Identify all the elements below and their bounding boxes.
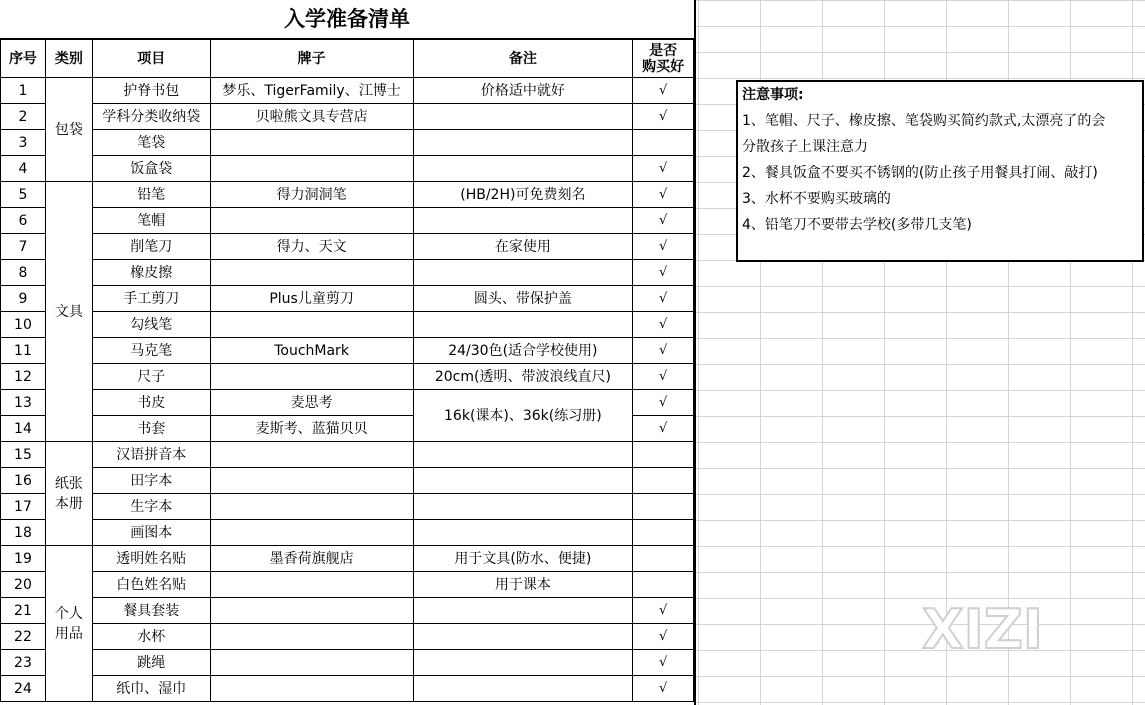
cell-bought[interactable]: √	[633, 676, 694, 702]
cell-note[interactable]	[413, 104, 633, 130]
cell-note[interactable]: 价格适中就好	[413, 78, 633, 104]
header-bought[interactable]	[633, 39, 694, 78]
cell-brand[interactable]: 麦思考	[210, 390, 413, 416]
cell-brand[interactable]: TouchMark	[210, 338, 413, 364]
cell-note[interactable]	[413, 312, 633, 338]
header-bought-line2: 购买好	[642, 58, 685, 75]
cell-item[interactable]: 餐具套装	[92, 598, 210, 624]
cell-note[interactable]: 圆头、带保护盖	[413, 286, 633, 312]
table-row	[1, 624, 694, 650]
cell-item[interactable]: 马克笔	[92, 338, 210, 364]
cell-no[interactable]: 24	[1, 676, 46, 702]
cell-bought[interactable]: √	[633, 234, 694, 260]
cell-item[interactable]: 饭盒袋	[92, 156, 210, 182]
cell-brand[interactable]	[210, 572, 413, 598]
table-row	[1, 650, 694, 676]
cell-brand[interactable]: 贝啦熊文具专营店	[210, 104, 413, 130]
cell-item[interactable]: 手工剪刀	[92, 286, 210, 312]
cell-bought[interactable]: √	[633, 156, 694, 182]
cell-no[interactable]: 10	[1, 312, 46, 338]
cell-bought[interactable]: √	[633, 286, 694, 312]
table-row	[1, 364, 694, 390]
category-paper[interactable]	[45, 442, 92, 546]
cell-item[interactable]: 透明姓名贴	[92, 546, 210, 572]
table-row	[1, 260, 694, 286]
cell-no[interactable]: 18	[1, 520, 46, 546]
watermark-logo: XIZI	[922, 598, 1043, 661]
table-row	[1, 520, 694, 546]
cell-bought[interactable]	[633, 468, 694, 494]
header-no[interactable]: 序号	[1, 39, 46, 78]
header-item[interactable]: 项目	[92, 39, 210, 78]
cell-item[interactable]: 护脊书包	[92, 78, 210, 104]
cell-brand[interactable]	[210, 364, 413, 390]
cell-note[interactable]	[413, 208, 633, 234]
notes-line: 分散孩子上课注意力	[742, 139, 868, 155]
cell-bought[interactable]	[633, 572, 694, 598]
cell-no[interactable]: 9	[1, 286, 46, 312]
cell-bought[interactable]: √	[633, 364, 694, 390]
cell-note[interactable]: 在家使用	[413, 234, 633, 260]
table-row	[1, 390, 694, 416]
cell-bought[interactable]: √	[633, 104, 694, 130]
cell-bought[interactable]: √	[633, 650, 694, 676]
cell-note[interactable]	[413, 598, 633, 624]
cell-brand[interactable]	[210, 130, 413, 156]
cell-note[interactable]	[413, 494, 633, 520]
cell-bought[interactable]: √	[633, 416, 694, 442]
cell-bought[interactable]	[633, 442, 694, 468]
header-bought-line1: 是否	[649, 42, 678, 59]
cell-bought[interactable]: √	[633, 208, 694, 234]
table-row	[1, 442, 694, 468]
header-brand[interactable]: 牌子	[210, 39, 413, 78]
category-paper-line1: 纸张	[54, 475, 83, 492]
cell-note[interactable]: 20cm(透明、带波浪线直尺)	[413, 364, 633, 390]
cell-item[interactable]: 书皮	[92, 390, 210, 416]
cell-note[interactable]	[413, 156, 633, 182]
table-row	[1, 130, 694, 156]
table-row	[1, 312, 694, 338]
cell-no[interactable]: 8	[1, 260, 46, 286]
table-row	[1, 494, 694, 520]
cell-item[interactable]: 笔帽	[92, 208, 210, 234]
notes-line: 4、铅笔刀不要带去学校(多带几支笔)	[742, 217, 972, 233]
table-row	[1, 572, 694, 598]
cell-item[interactable]: 尺子	[92, 364, 210, 390]
cell-item[interactable]: 铅笔	[92, 182, 210, 208]
cell-note[interactable]: 用于课本	[413, 572, 633, 598]
cell-no[interactable]: 5	[1, 182, 46, 208]
cell-item[interactable]: 跳绳	[92, 650, 210, 676]
cell-no[interactable]: 23	[1, 650, 46, 676]
category-stationery[interactable]: 文具	[45, 182, 92, 442]
cell-brand[interactable]: 得力、天文	[210, 234, 413, 260]
table-row	[1, 546, 694, 572]
cell-brand[interactable]	[210, 208, 413, 234]
cell-item[interactable]: 削笔刀	[92, 234, 210, 260]
category-personal-line2: 用品	[54, 625, 83, 642]
cell-bought[interactable]	[633, 520, 694, 546]
cell-brand[interactable]: 墨香荷旗舰店	[210, 546, 413, 572]
cell-no[interactable]: 16	[1, 468, 46, 494]
cell-brand[interactable]: Plus儿童剪刀	[210, 286, 413, 312]
cell-item[interactable]: 纸巾、湿巾	[92, 676, 210, 702]
cell-note[interactable]	[413, 520, 633, 546]
cell-note[interactable]	[413, 650, 633, 676]
notes-line: 2、餐具饭盒不要买不锈钢的(防止孩子用餐具打闹、敲打)	[742, 165, 1098, 181]
cell-item[interactable]: 白色姓名贴	[92, 572, 210, 598]
cell-note-merged[interactable]: 16k(课本)、36k(练习册)	[413, 390, 633, 442]
header-category[interactable]: 类别	[45, 39, 92, 78]
cell-no[interactable]: 19	[1, 546, 46, 572]
notes-line: 1、笔帽、尺子、橡皮擦、笔袋购买简约款式,太漂亮了的会	[742, 113, 1106, 129]
cell-brand[interactable]	[210, 624, 413, 650]
page-title: 入学准备清单	[1, 0, 694, 39]
table-row	[1, 104, 694, 130]
category-bags[interactable]: 包袋	[45, 78, 92, 182]
table-row	[1, 234, 694, 260]
cell-no[interactable]: 7	[1, 234, 46, 260]
cell-no[interactable]: 17	[1, 494, 46, 520]
cell-bought[interactable]: √	[633, 390, 694, 416]
cell-bought[interactable]	[633, 546, 694, 572]
cell-no[interactable]: 6	[1, 208, 46, 234]
cell-note[interactable]	[413, 624, 633, 650]
cell-item[interactable]: 画图本	[92, 520, 210, 546]
cell-note[interactable]	[413, 260, 633, 286]
cell-no[interactable]: 12	[1, 364, 46, 390]
cell-item[interactable]: 生字本	[92, 494, 210, 520]
category-personal-line1: 个人	[54, 605, 83, 622]
cell-item[interactable]: 书套	[92, 416, 210, 442]
cell-no[interactable]: 1	[1, 78, 46, 104]
notes-title: 注意事项:	[742, 87, 804, 103]
cell-item[interactable]: 水杯	[92, 624, 210, 650]
cell-note[interactable]	[413, 442, 633, 468]
cell-item[interactable]: 田字本	[92, 468, 210, 494]
table-row	[1, 208, 694, 234]
cell-bought[interactable]: √	[633, 182, 694, 208]
table-row	[1, 598, 694, 624]
cell-brand[interactable]: 麦斯考、蓝猫贝贝	[210, 416, 413, 442]
cell-brand[interactable]: 得力洞洞笔	[210, 182, 413, 208]
cell-brand[interactable]	[210, 156, 413, 182]
cell-brand[interactable]	[210, 676, 413, 702]
cell-no[interactable]: 11	[1, 338, 46, 364]
cell-item[interactable]: 勾线笔	[92, 312, 210, 338]
cell-note[interactable]	[413, 468, 633, 494]
table-row	[1, 78, 694, 104]
table-row	[1, 468, 694, 494]
cell-no[interactable]: 13	[1, 390, 46, 416]
cell-note[interactable]: 24/30色(适合学校使用)	[413, 338, 633, 364]
cell-brand[interactable]	[210, 494, 413, 520]
table-row	[1, 182, 694, 208]
cell-bought[interactable]: √	[633, 624, 694, 650]
cell-note[interactable]	[413, 676, 633, 702]
cell-no[interactable]: 15	[1, 442, 46, 468]
cell-brand[interactable]	[210, 260, 413, 286]
category-personal[interactable]	[45, 546, 92, 702]
notes-line: 3、水杯不要购买玻璃的	[742, 191, 891, 207]
cell-item[interactable]: 橡皮擦	[92, 260, 210, 286]
cell-no[interactable]: 22	[1, 624, 46, 650]
cell-bought[interactable]	[633, 494, 694, 520]
cell-no[interactable]: 14	[1, 416, 46, 442]
cell-item[interactable]: 笔袋	[92, 130, 210, 156]
cell-note[interactable]: (HB/2H)可免费刻名	[413, 182, 633, 208]
cell-brand[interactable]	[210, 442, 413, 468]
table-row	[1, 338, 694, 364]
cell-note[interactable]	[413, 130, 633, 156]
cell-no[interactable]: 21	[1, 598, 46, 624]
cell-brand[interactable]	[210, 650, 413, 676]
cell-bought[interactable]: √	[633, 78, 694, 104]
cell-bought[interactable]: √	[633, 312, 694, 338]
cell-item[interactable]: 汉语拼音本	[92, 442, 210, 468]
cell-no[interactable]: 2	[1, 104, 46, 130]
table-row	[1, 156, 694, 182]
table-row	[1, 286, 694, 312]
cell-note[interactable]: 用于文具(防水、便捷)	[413, 546, 633, 572]
cell-no[interactable]: 4	[1, 156, 46, 182]
cell-brand[interactable]	[210, 468, 413, 494]
cell-brand[interactable]	[210, 520, 413, 546]
cell-brand[interactable]: 梦乐、TigerFamily、江博士	[210, 78, 413, 104]
cell-no[interactable]: 20	[1, 572, 46, 598]
table-row	[1, 676, 694, 702]
cell-no[interactable]: 3	[1, 130, 46, 156]
cell-bought[interactable]: √	[633, 260, 694, 286]
cell-item[interactable]: 学科分类收纳袋	[92, 104, 210, 130]
cell-brand[interactable]	[210, 598, 413, 624]
header-note[interactable]: 备注	[413, 39, 633, 78]
cell-bought[interactable]	[633, 130, 694, 156]
cell-brand[interactable]	[210, 312, 413, 338]
cell-bought[interactable]: √	[633, 338, 694, 364]
notes-box[interactable]	[736, 80, 1144, 262]
category-paper-line2: 本册	[54, 495, 83, 512]
cell-bought[interactable]: √	[633, 598, 694, 624]
